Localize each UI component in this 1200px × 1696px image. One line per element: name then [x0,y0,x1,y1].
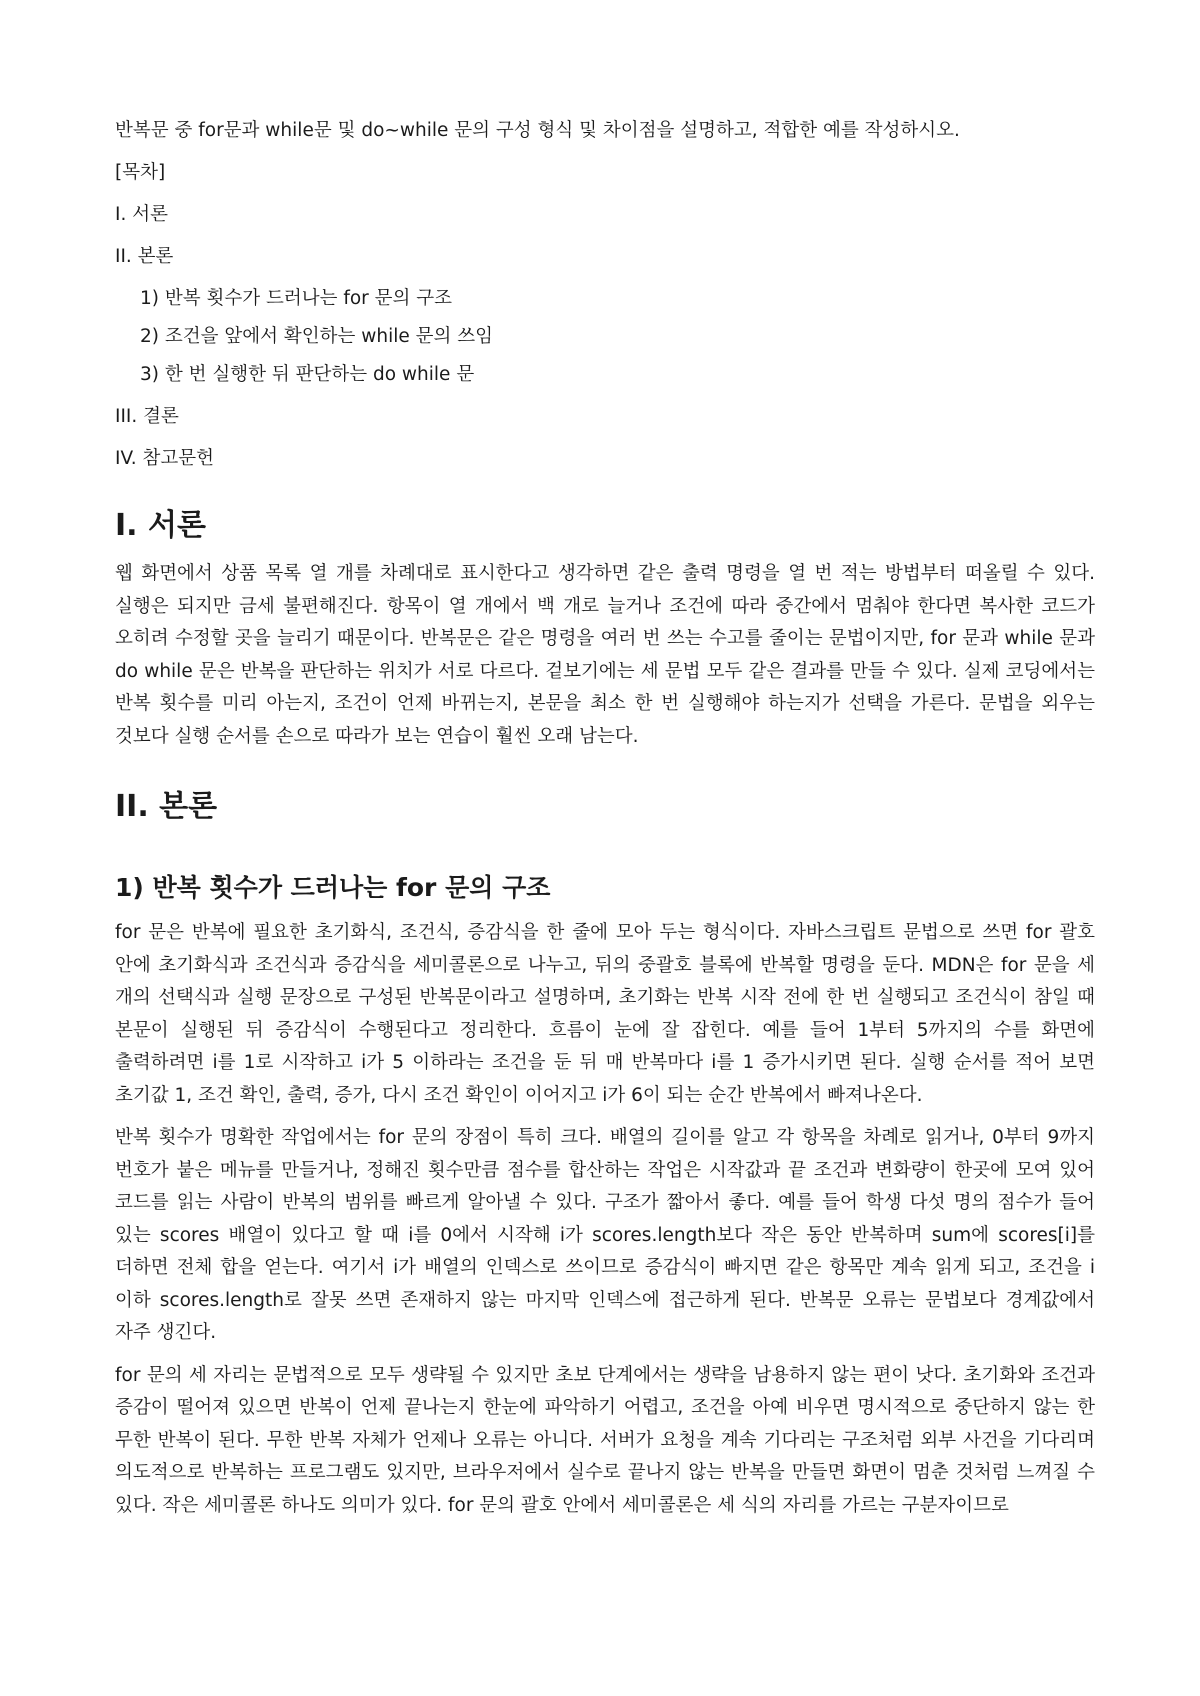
toc-item-conclusion: III. 결론 [115,406,179,427]
subsection-for-paragraph-3: for 문의 세 자리는 문법적으로 모두 생략될 수 있지만 초보 단계에서는 생략을 남용하지 않는 편이 낫다. 초기화와 조건과 증감이 떨어져 있으면 반복이 언제 끝나는지 한눈에 파악하기 어렵고, 조건을 아예 비우면 명시적으로 중단하지 않는 한 무한 반복이 된다. 무한 반복 자체가 언제나 오류는 아니다. 서버가 요청을 계속 기다리는 구조처럼 외부 사건을 기다리며 의도적으로 반복하는 프로그램도 있지만, 브라우저에서 실수로 끝나지 않는 반복을 만들면 화면이 멈춘 것처럼 느껴질 수 있다. 작은 세미콜론 하나도 의미가 있다. for 문의 괄호 안에서 세미콜론은 세 식의 자리를 가르는 구분자이므로 [115,1364,1095,1516]
assignment-prompt: 반복문 중 for문과 while문 및 do~while 문의 구성 형식 및 차이점을 설명하고, 적합한 예를 작성하시오. [115,120,960,141]
toc-item-references: IV. 참고문헌 [115,448,214,469]
toc-item-body-2: 2) 조건을 앞에서 확인하는 while 문의 쓰임 [140,326,493,347]
subsection-for-paragraph-1: for 문은 반복에 필요한 초기화식, 조건식, 증감식을 한 줄에 모아 두는 형식이다. 자바스크립트 문법으로 쓰면 for 괄호 안에 초기화식과 조건식과 증감식을 세미콜론으로 나누고, 뒤의 중괄호 블록에 반복할 명령을 둔다. MDN은 for 문을 세 개의 선택식과 실행 문장으로 구성된 반복문이라고 설명하며, 초기화는 반복 시작 전에 한 번 실행되고 조건식이 참일 때 본문이 실행된 뒤 증감식이 수행된다고 정리한다. 흐름이 눈에 잘 잡힌다. 예를 들어 1부터 5까지의 수를 화면에 출력하려면 i를 1로 시작하고 i가 5 이하라는 조건을 둔 뒤 매 반복마다 i를 1 증가시키면 된다. 실행 순서를 적어 보면 초기값 1, 조건 확인, 출력, 증가, 다시 조건 확인이 이어지고 i가 6이 되는 순간 반복에서 빠져나온다. [115,922,1095,1106]
section-intro-heading: I. 서론 [115,508,206,543]
table-of-contents [115,160,1095,472]
section-body-heading: II. 본론 [115,789,218,824]
document-page [115,118,1095,1532]
subsection-for-heading: 1) 반복 횟수가 드러나는 for 문의 구조 [115,873,551,902]
toc-item-body-1: 1) 반복 횟수가 드러나는 for 문의 구조 [140,288,453,309]
toc-item-body-3: 3) 한 번 실행한 뒤 판단하는 do while 문 [140,364,475,385]
subsection-for-paragraph-2: 반복 횟수가 명확한 작업에서는 for 문의 장점이 특히 크다. 배열의 길이를 알고 각 항목을 차례로 읽거나, 0부터 9까지 번호가 붙은 메뉴를 만들거나, 정해진 횟수만큼 점수를 합산하는 작업은 시작값과 끝 조건과 변화량이 한곳에 모여 있어 코드를 읽는 사람이 반복의 범위를 빠르게 알아낼 수 있다. 구조가 짧아서 좋다. 예를 들어 학생 다섯 명의 점수가 들어 있는 scores 배열이 있다고 할 때 i를 0에서 시작해 i가 scores.length보다 작은 동안 반복하며 sum에 scores[i]를 더하면 전체 합을 얻는다. 여기서 i가 배열의 인덱스로 쓰이므로 증감식이 빠지면 같은 항목만 계속 읽게 되고, 조건을 i 이하 scores.length로 잘못 쓰면 존재하지 않는 마지막 인덱스에 접근하게 된다. 반복문 오류는 문법보다 경계값에서 자주 생긴다. [115,1127,1095,1343]
toc-heading: [목차] [115,162,166,183]
toc-item-intro: I. 서론 [115,204,168,225]
toc-item-body: II. 본론 [115,246,174,267]
section-intro-paragraph: 웹 화면에서 상품 목록 열 개를 차례대로 표시한다고 생각하면 같은 출력 명령을 열 번 적는 방법부터 떠올릴 수 있다. 실행은 되지만 금세 불편해진다. 항목이 열 개에서 백 개로 늘거나 조건에 따라 중간에서 멈춰야 한다면 복사한 코드가 오히려 수정할 곳을 늘리기 때문이다. 반복문은 같은 명령을 여러 번 쓰는 수고를 줄이는 문법이지만, for 문과 while 문과 do while 문은 반복을 판단하는 위치가 서로 다르다. 겉보기에는 세 문법 모두 같은 결과를 만들 수 있다. 실제 코딩에서는 반복 횟수를 미리 아는지, 조건이 언제 바뀌는지, 본문을 최소 한 번 실행해야 하는지가 선택을 가른다. 문법을 외우는 것보다 실행 순서를 손으로 따라가 보는 연습이 훨씬 오래 남는다. [115,563,1095,747]
